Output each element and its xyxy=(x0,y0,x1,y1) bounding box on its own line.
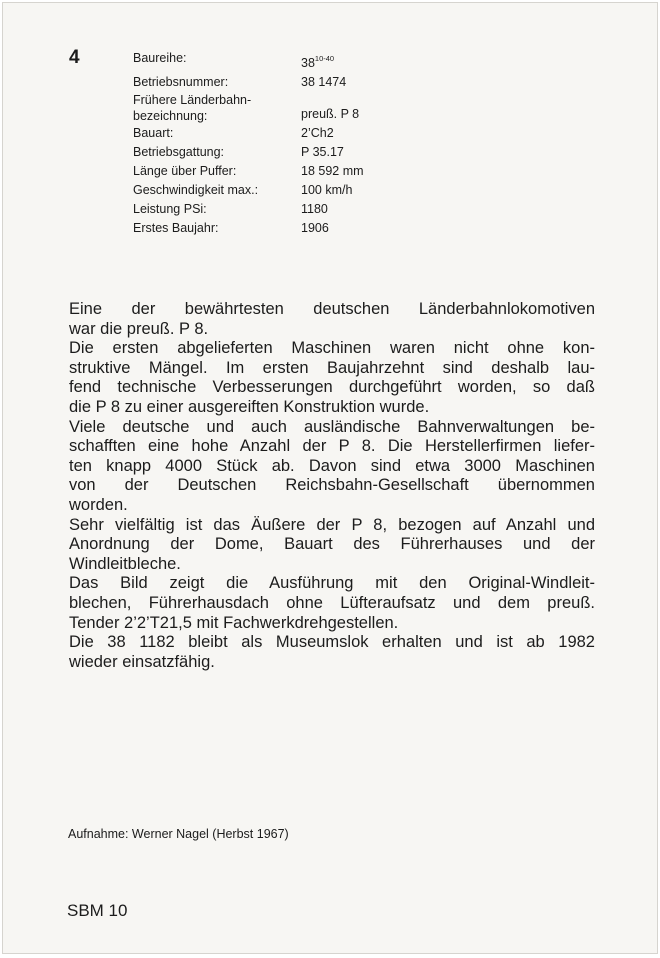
text-line: schafften eine hohe Anzahl der P 8. Die Herstellerfirmen liefer- xyxy=(69,437,595,456)
paragraph xyxy=(69,300,595,339)
spec-row-betriebsnummer xyxy=(133,73,463,92)
text-line: Eine der bewährtesten deutschen Länderbahnlokomotiven xyxy=(69,300,595,318)
paragraph xyxy=(69,418,595,516)
spec-value: 100 km/h xyxy=(301,183,353,197)
spec-row-baureihe xyxy=(133,49,463,73)
spec-label xyxy=(133,92,301,124)
spec-label-line: Frühere Länderbahn- xyxy=(133,93,252,107)
text-line: Das Bild zeigt die Ausführung mit den Original-Windleit- xyxy=(69,574,595,593)
photo-credit: Aufnahme: Werner Nagel (Herbst 1967) xyxy=(68,827,289,841)
spec-label: Betriebsnummer: xyxy=(133,75,229,89)
text-line: wieder einsatzfähig. xyxy=(69,652,215,671)
card-number: 4 xyxy=(69,47,80,68)
series-label: SBM 10 xyxy=(67,901,128,920)
spec-label: Geschwindigkeit max.: xyxy=(133,183,259,197)
specs-table xyxy=(133,49,463,238)
text-line: worden. xyxy=(69,495,128,514)
card-page xyxy=(2,2,658,954)
spec-value: 38 1474 xyxy=(301,75,347,89)
text-line: von der Deutschen Reichsbahn-Gesellschaft übernommen xyxy=(69,476,595,495)
spec-label: Länge über Puffer: xyxy=(133,164,237,178)
text-line: Sehr vielfältig ist das Äußere der P 8, bezogen auf Anzahl und xyxy=(69,515,595,534)
text-line: Tender 2’2’T21,5 mit Fachwerkdrehgestellen. xyxy=(69,613,399,632)
text-line: Windleitbleche. xyxy=(69,554,181,573)
spec-row-laenderbahnbezeichnung xyxy=(133,92,463,124)
spec-label: Bauart: xyxy=(133,126,174,140)
text-line: ten knapp 4000 Stück ab. Davon sind etwa 3000 Maschinen xyxy=(69,456,595,475)
text-line: Viele deutsche und auch ausländische Bahnverwaltungen be- xyxy=(69,417,595,436)
text-line: blechen, Führerhausdach ohne Lüfteraufsatz und dem preuß. xyxy=(69,593,595,612)
spec-label: Leistung PSi: xyxy=(133,202,207,216)
text-line: die P 8 zu einer ausgereiften Konstruktion wurde. xyxy=(69,397,430,416)
spec-row-baujahr xyxy=(133,219,463,238)
spec-row-bauart xyxy=(133,124,463,143)
spec-value: 1906 xyxy=(301,221,329,235)
spec-label-line: bezeichnung: xyxy=(133,109,208,123)
text-line: fend technische Verbesserungen durchgeführt worden, so daß xyxy=(69,378,595,397)
spec-row-geschwindigkeit xyxy=(133,181,463,200)
spec-value: 1180 xyxy=(301,202,328,216)
spec-label: Betriebsgattung: xyxy=(133,145,225,159)
description-text xyxy=(69,300,595,672)
text-line: Die 38 1182 bleibt als Museumslok erhalten und ist ab 1982 xyxy=(69,633,595,652)
spec-value-main: 38 xyxy=(301,56,315,70)
spec-value: preuß. P 8 xyxy=(301,107,360,121)
text-line: Anordnung der Dome, Bauart des Führerhauses und der xyxy=(69,535,595,554)
spec-value-superscript: 10-40 xyxy=(314,54,335,63)
spec-value: P 35.17 xyxy=(301,145,344,159)
paragraph xyxy=(69,633,595,672)
spec-value xyxy=(301,49,463,73)
spec-value: 2’Ch2 xyxy=(301,126,334,140)
text-line: war die preuß. P 8. xyxy=(69,319,209,338)
spec-value: 18 592 mm xyxy=(301,164,364,178)
text-line: struktive Mängel. Im ersten Baujahrzehnt sind deshalb lau- xyxy=(69,358,595,377)
paragraph xyxy=(69,339,595,417)
spec-row-leistung xyxy=(133,200,463,219)
spec-label: Erstes Baujahr: xyxy=(133,221,219,235)
paragraph xyxy=(69,574,595,633)
spec-row-betriebsgattung xyxy=(133,143,463,162)
spec-label: Baureihe: xyxy=(133,51,187,65)
text-line: Die ersten abgelieferten Maschinen waren nicht ohne kon- xyxy=(69,339,595,358)
paragraph xyxy=(69,516,595,575)
spec-row-laenge xyxy=(133,162,463,181)
